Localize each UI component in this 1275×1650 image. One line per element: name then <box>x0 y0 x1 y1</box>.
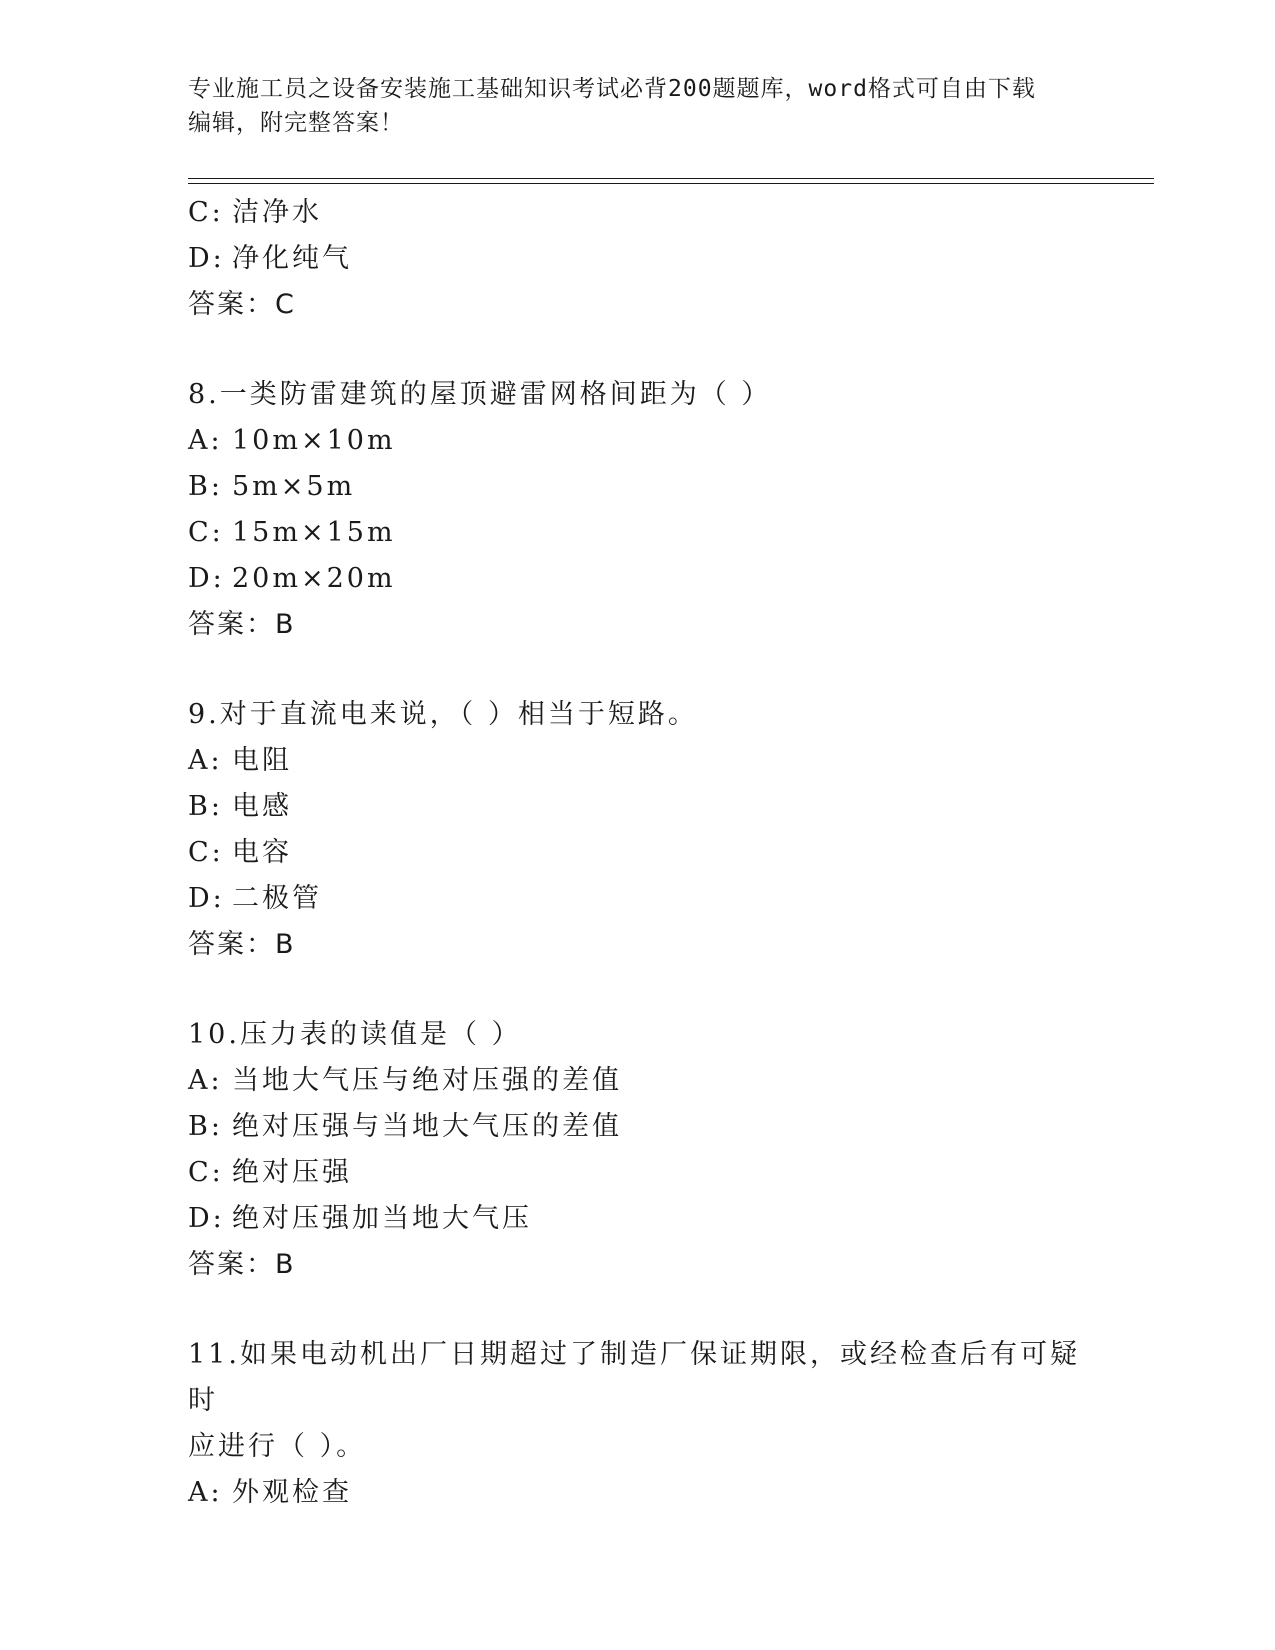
option-b <box>188 464 1088 510</box>
option-a <box>188 1470 1088 1516</box>
spacer <box>188 648 1088 692</box>
option-text: 绝对压强加当地大气压 <box>232 1203 532 1234</box>
option-letter: A: <box>188 425 223 456</box>
option-c <box>188 830 1088 876</box>
option-b <box>188 1104 1088 1150</box>
option-text: 20m×20m <box>232 563 396 594</box>
answer-line: 答案：B <box>188 609 296 640</box>
option-d <box>188 556 1088 602</box>
option-text: 绝对压强与当地大气压的差值 <box>232 1111 622 1142</box>
option-letter: A: <box>188 1065 223 1096</box>
option-text: 洁净水 <box>232 197 322 228</box>
option-a <box>188 418 1088 464</box>
option-letter: A: <box>188 745 223 776</box>
option-d <box>188 1196 1088 1242</box>
answer-line: 答案：B <box>188 929 296 960</box>
spacer <box>188 328 1088 372</box>
header-divider-top <box>188 178 1154 179</box>
question-text: 9.对于直流电来说，（ ）相当于短路。 <box>188 699 698 730</box>
question-text-line-1: 11.如果电动机出厂日期超过了制造厂保证期限，或经检查后有可疑时 <box>188 1339 1080 1416</box>
option-a <box>188 738 1088 784</box>
question-8 <box>188 372 1088 648</box>
option-text: 外观检查 <box>232 1477 352 1508</box>
option-a <box>188 1058 1088 1104</box>
option-letter: C: <box>188 1157 224 1188</box>
option-d <box>188 236 1088 282</box>
option-letter: B: <box>188 471 223 502</box>
header-divider-bottom <box>188 183 1154 184</box>
question-10 <box>188 1012 1088 1288</box>
option-d <box>188 876 1088 922</box>
answer-line: 答案：B <box>188 1249 296 1280</box>
question-9 <box>188 692 1088 968</box>
question-7-tail <box>188 190 1088 328</box>
spacer <box>188 1288 1088 1332</box>
header-line-1: 专业施工员之设备安装施工基础知识考试必背200题题库，word格式可自由下载 <box>188 76 1036 102</box>
option-text: 二极管 <box>232 883 322 914</box>
option-text: 绝对压强 <box>232 1157 352 1188</box>
option-c <box>188 1150 1088 1196</box>
option-text: 电容 <box>232 837 292 868</box>
option-text: 当地大气压与绝对压强的差值 <box>232 1065 622 1096</box>
option-letter: B: <box>188 1111 223 1142</box>
option-letter: D: <box>188 243 225 274</box>
option-text: 电阻 <box>232 745 292 776</box>
option-letter: C: <box>188 517 224 548</box>
question-text: 10.压力表的读值是（ ） <box>188 1019 522 1050</box>
question-11 <box>188 1332 1088 1516</box>
option-c <box>188 510 1088 556</box>
option-text: 净化纯气 <box>232 243 352 274</box>
answer-line: 答案：C <box>188 289 296 320</box>
option-text: 10m×10m <box>232 425 396 456</box>
option-letter: C: <box>188 837 224 868</box>
option-letter: D: <box>188 883 225 914</box>
spacer <box>188 968 1088 1012</box>
option-letter: D: <box>188 563 225 594</box>
document-header <box>188 72 1068 140</box>
option-c <box>188 190 1088 236</box>
header-line-2: 编辑，附完整答案！ <box>188 110 404 136</box>
option-text: 电感 <box>232 791 292 822</box>
question-text-line-2: 应进行（ ）。 <box>188 1431 367 1462</box>
question-text: 8.一类防雷建筑的屋顶避雷网格间距为（ ） <box>188 379 772 410</box>
question-list <box>188 190 1088 1516</box>
option-letter: A: <box>188 1477 223 1508</box>
option-letter: B: <box>188 791 223 822</box>
option-b <box>188 784 1088 830</box>
option-text: 15m×15m <box>232 517 396 548</box>
question-text <box>188 1332 1088 1470</box>
option-letter: D: <box>188 1203 225 1234</box>
option-text: 5m×5m <box>232 471 356 502</box>
option-letter: C: <box>188 197 224 228</box>
